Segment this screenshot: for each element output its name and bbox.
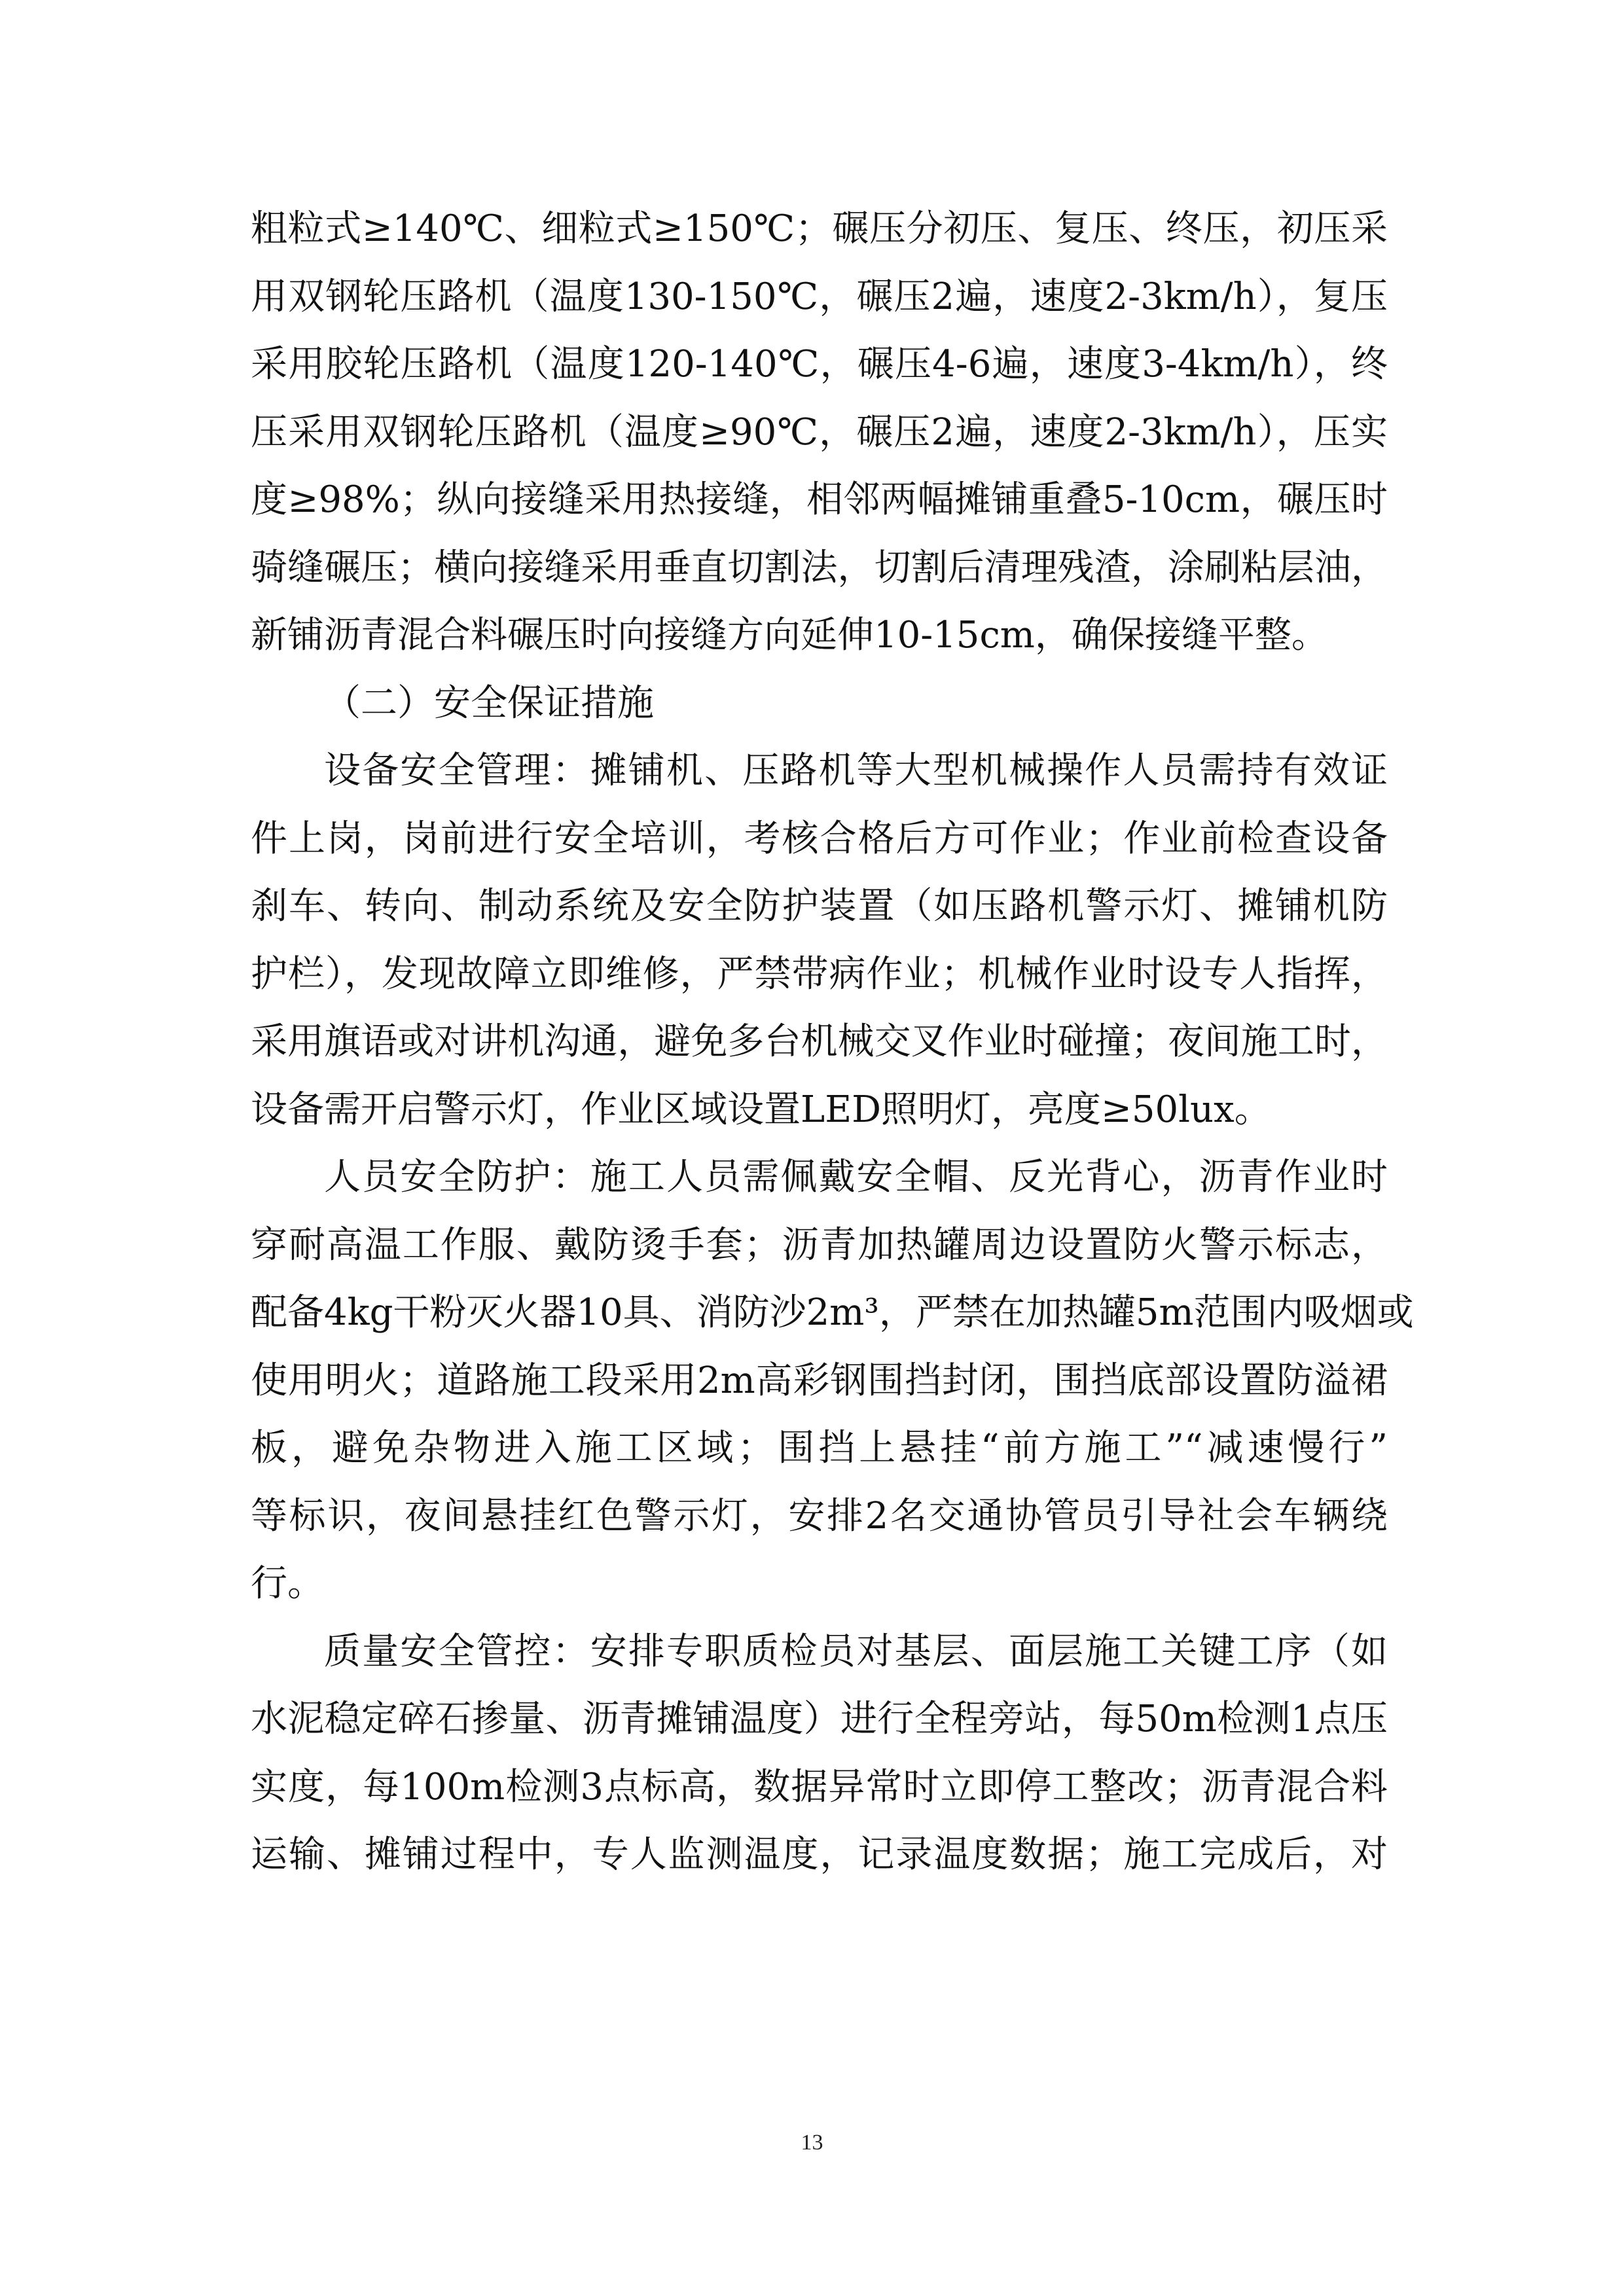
paragraph <box>251 737 1388 1143</box>
document-body <box>251 195 1414 1889</box>
text-line: 新铺沥青混合料碾压时向接缝方向延伸10-15cm，确保接缝平整。 <box>251 614 1328 656</box>
text-line: 板，避免杂物进入施工区域；围挡上悬挂“前方施工”“减速慢行” <box>251 1427 1388 1469</box>
text-line: 用双钢轮压路机（温度130-150℃，碾压2遍，速度2-3km/h），复压 <box>251 275 1388 318</box>
text-line: 水泥稳定碎石掺量、沥青摊铺温度）进行全程旁站，每50m检测1点压 <box>251 1698 1388 1740</box>
text-line: 设备需开启警示灯，作业区域设置LED照明灯，亮度≥50lux。 <box>251 1088 1271 1131</box>
text-line: 度≥98%；纵向接缝采用热接缝，相邻两幅摊铺重叠5-10cm，碾压时 <box>251 478 1388 521</box>
text-line: 粗粒式≥140℃、细粒式≥150℃；碾压分初压、复压、终压，初压采 <box>251 207 1388 250</box>
paragraph <box>251 195 1388 670</box>
text-line: 运输、摊铺过程中，专人监测温度，记录温度数据；施工完成后，对 <box>251 1833 1388 1876</box>
text-line: （二）安全保证措施 <box>324 681 654 725</box>
text-line: 刹车、转向、制动系统及安全防护装置（如压路机警示灯、摊铺机防 <box>251 885 1388 927</box>
text-line: 配备4kg干粉灭火器10具、消防沙2m³，严禁在加热罐5m范围内吸烟或 <box>251 1291 1414 1334</box>
text-line: 设备安全管理：摊铺机、压路机等大型机械操作人员需持有效证 <box>324 749 1388 792</box>
text-line: 等标识，夜间悬挂红色警示灯，安排2名交通协管员引导社会车辆绕 <box>251 1494 1388 1537</box>
text-line: 人员安全防护：施工人员需佩戴安全帽、反光背心，沥青作业时 <box>324 1156 1388 1198</box>
text-line: 行。 <box>251 1562 324 1605</box>
text-line: 穿耐高温工作服、戴防烫手套；沥青加热罐周边设置防火警示标志， <box>251 1223 1388 1266</box>
page-number: 13 <box>801 2130 823 2155</box>
paragraph <box>251 1143 1414 1618</box>
text-line: 实度，每100m检测3点标高，数据异常时立即停工整改；沥青混合料 <box>251 1765 1388 1808</box>
text-line: 使用明火；道路施工段采用2m高彩钢围挡封闭，围挡底部设置防溢裙 <box>251 1359 1388 1402</box>
paragraph <box>251 1618 1388 1889</box>
text-line: 件上岗，岗前进行安全培训，考核合格后方可作业；作业前检查设备 <box>251 817 1388 860</box>
text-line: 质量安全管控：安排专职质检员对基层、面层施工关键工序（如 <box>324 1630 1388 1673</box>
text-line: 采用胶轮压路机（温度120-140℃，碾压4-6遍，速度3-4km/h），终 <box>251 343 1388 386</box>
text-line: 采用旗语或对讲机沟通，避免多台机械交叉作业时碰撞；夜间施工时， <box>251 1020 1388 1063</box>
section-heading <box>251 670 1388 738</box>
text-line: 压采用双钢轮压路机（温度≥90℃，碾压2遍，速度2-3km/h），压实 <box>251 410 1388 454</box>
text-line: 骑缝碾压；横向接缝采用垂直切割法，切割后清理残渣，涂刷粘层油， <box>251 546 1388 589</box>
text-line: 护栏），发现故障立即维修，严禁带病作业；机械作业时设专人指挥， <box>251 952 1388 996</box>
